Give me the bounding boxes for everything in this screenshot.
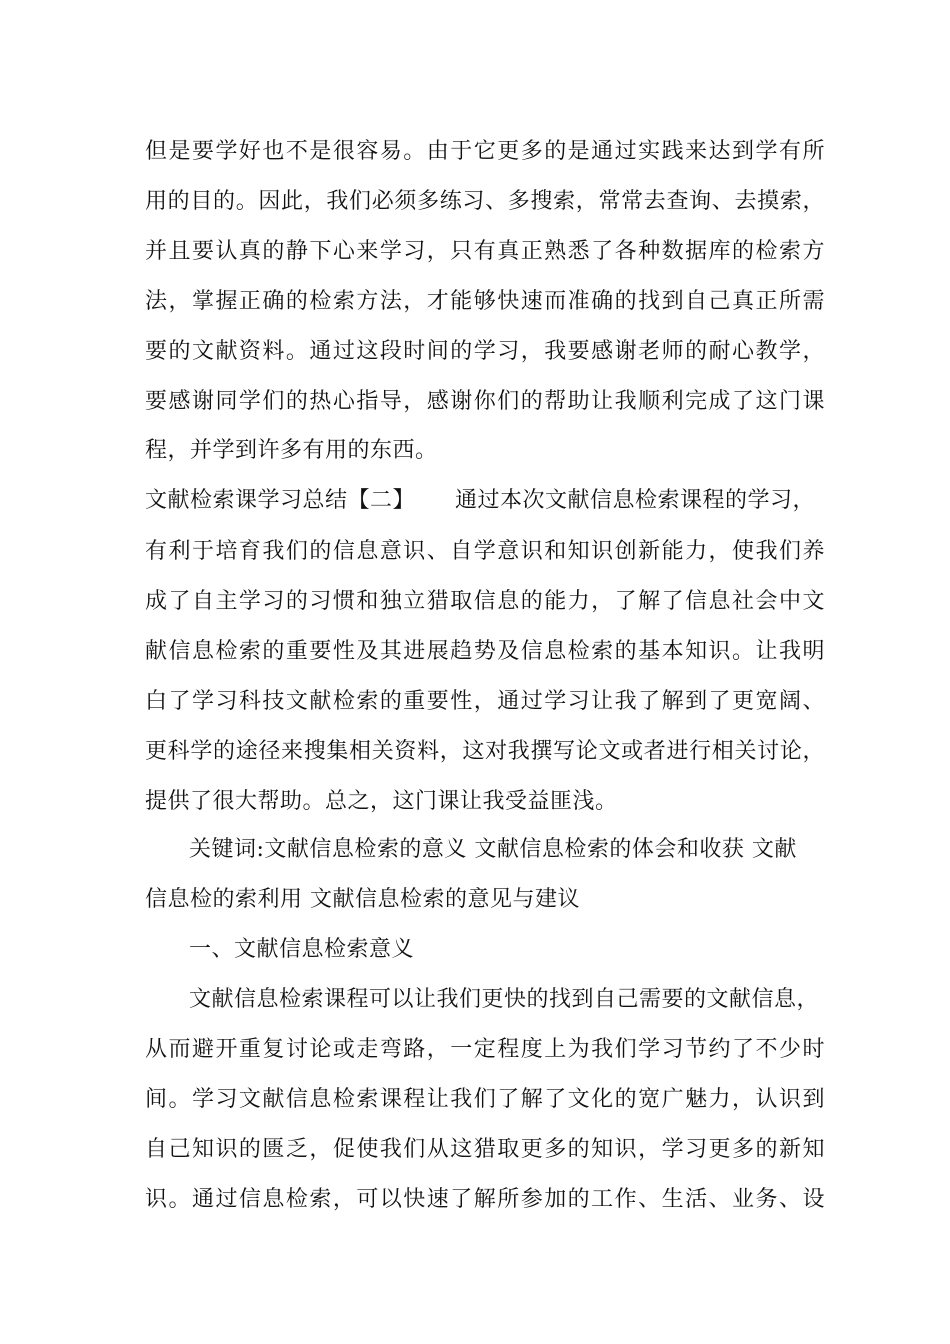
body-line: 间。学习文献信息检索课程让我们了解了文化的宽广魅力，认识到 bbox=[145, 1087, 825, 1112]
body-line: 白了学习科技文献检索的重要性，通过学习让我了解到了更宽阔、 bbox=[145, 689, 825, 714]
section-title-line bbox=[145, 486, 815, 516]
body-line: 文献信息检索课程可以让我们更快的找到自己需要的文献信息， bbox=[189, 987, 820, 1012]
section-title: 文献检索课学习总结【二】 bbox=[145, 488, 416, 513]
heading: 一、文献信息检索意义 bbox=[189, 937, 415, 962]
body-line: 从而避开重复讨论或走弯路，一定程度上为我们学习节约了不少时 bbox=[145, 1037, 825, 1062]
body-line: 程，并学到许多有用的东西。 bbox=[145, 438, 438, 463]
body-line: 更科学的途径来搜集相关资料，这对我撰写论文或者进行相关讨论， bbox=[145, 739, 825, 764]
body-line: 并且要认真的静下心来学习，只有真正熟悉了各种数据库的检索方 bbox=[145, 239, 825, 264]
body-line: 有利于培育我们的信息意识、自学意识和知识创新能力，使我们养 bbox=[145, 539, 825, 564]
keywords-line: 信息检的索利用 文献信息检索的意见与建议 bbox=[145, 887, 580, 912]
body-line: 自己知识的匮乏，促使我们从这猎取更多的知识，学习更多的新知 bbox=[145, 1137, 825, 1162]
body-line: 但是要学好也不是很容易。由于它更多的是通过实践来达到学有所 bbox=[145, 139, 825, 164]
section-first-sentence: 通过本次文献信息检索课程的学习， bbox=[455, 488, 816, 513]
body-line: 成了自主学习的习惯和独立猎取信息的能力，了解了信息社会中文 bbox=[145, 589, 825, 614]
body-line: 法，掌握正确的检索方法，才能够快速而准确的找到自己真正所需 bbox=[145, 289, 825, 314]
body-line: 提供了很大帮助。总之，这门课让我受益匪浅。 bbox=[145, 789, 618, 814]
body-line: 要感谢同学们的热心指导，感谢你们的帮助让我顺利完成了这门课 bbox=[145, 389, 825, 414]
keywords-line: 关键词:文献信息检索的意义 文献信息检索的体会和收获 文献 bbox=[189, 837, 797, 862]
body-line: 献信息检索的重要性及其进展趋势及信息检索的基本知识。让我明 bbox=[145, 639, 825, 664]
body-line: 识。通过信息检索，可以快速了解所参加的工作、生活、业务、设 bbox=[145, 1187, 825, 1212]
body-line: 要的文献资料。通过这段时间的学习，我要感谢老师的耐心教学， bbox=[145, 339, 825, 364]
body-line: 用的目的。因此，我们必须多练习、多搜索，常常去查询、去摸索， bbox=[145, 189, 825, 214]
